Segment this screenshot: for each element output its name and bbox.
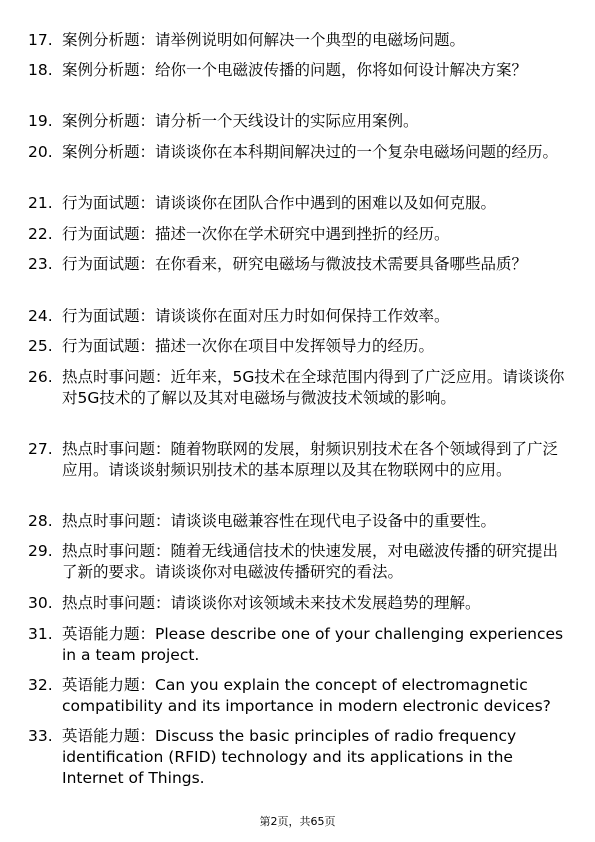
question-text: 案例分析题：请举例说明如何解决一个典型的电磁场问题。 [62,31,466,49]
question-number: 26. [28,368,53,386]
question-number: 33. [28,727,53,745]
question-number: 25. [28,337,53,355]
question-item [28,511,568,532]
question-item [28,541,568,583]
question-item [28,142,568,163]
question-item [28,367,568,409]
question-text: 案例分析题：请谈谈你在本科期间解决过的一个复杂电磁场问题的经历。 [62,143,559,161]
question-item [28,306,568,327]
question-item [28,675,568,717]
question-item [28,254,568,275]
question-item [28,336,568,357]
question-item [28,60,568,81]
question-text: 行为面试题：请谈谈你在团队合作中遇到的困难以及如何克服。 [62,194,497,212]
question-number: 20. [28,143,53,161]
question-number: 18. [28,61,53,79]
question-number: 19. [28,112,53,130]
question-text: 案例分析题：给你一个电磁波传播的问题，你将如何设计解决方案？ [62,61,528,79]
question-item [28,30,568,51]
question-item [28,593,568,614]
question-number: 24. [28,307,53,325]
question-number: 31. [28,625,53,643]
page-footer: 第2页，共65页 [259,815,336,828]
question-text: 热点时事问题：随着无线通信技术的快速发展，对电磁波传播的研究提出了新的要求。请谈谈你对电磁波传播研究的看法。 [62,542,559,581]
question-number: 28. [28,512,53,530]
question-number: 27. [28,440,53,458]
question-number: 17. [28,31,53,49]
question-text: 热点时事问题：请谈谈电磁兼容性在现代电子设备中的重要性。 [62,512,497,530]
question-text: 行为面试题：在你看来，研究电磁场与微波技术需要具备哪些品质？ [62,255,528,273]
question-number: 23. [28,255,53,273]
question-number: 29. [28,542,53,560]
question-item [28,726,568,789]
question-number: 30. [28,594,53,612]
question-number: 32. [28,676,53,694]
question-text: 案例分析题：请分析一个天线设计的实际应用案例。 [62,112,419,130]
question-item [28,224,568,245]
question-text: 英语能力题：Discuss the basic principles of radio frequency identification (RFID) technology and its applications in the Internet of Things. [62,727,517,787]
question-item [28,193,568,214]
question-text: 行为面试题：描述一次你在项目中发挥领导力的经历。 [62,337,435,355]
question-text: 英语能力题：Can you explain the concept of electromagnetic compatibility and its importance in modern electronic devices? [62,676,551,715]
question-text: 英语能力题：Please describe one of your challenging experiences in a team project. [62,625,564,664]
question-item [28,439,568,481]
question-text: 热点时事问题：近年来，5G技术在全球范围内得到了广泛应用。请谈谈你对5G技术的了解以及其对电磁场与微波技术领域的影响。 [62,368,565,407]
question-number: 21. [28,194,53,212]
question-text: 热点时事问题：请谈谈你对该领域未来技术发展趋势的理解。 [62,594,481,612]
question-number: 22. [28,225,53,243]
question-text: 行为面试题：请谈谈你在面对压力时如何保持工作效率。 [62,307,450,325]
question-item [28,624,568,666]
question-text: 热点时事问题：随着物联网的发展，射频识别技术在各个领域得到了广泛应用。请谈谈射频识别技术的基本原理以及其在物联网中的应用。 [62,440,559,479]
question-text: 行为面试题：描述一次你在学术研究中遇到挫折的经历。 [62,225,450,243]
question-item [28,111,568,132]
